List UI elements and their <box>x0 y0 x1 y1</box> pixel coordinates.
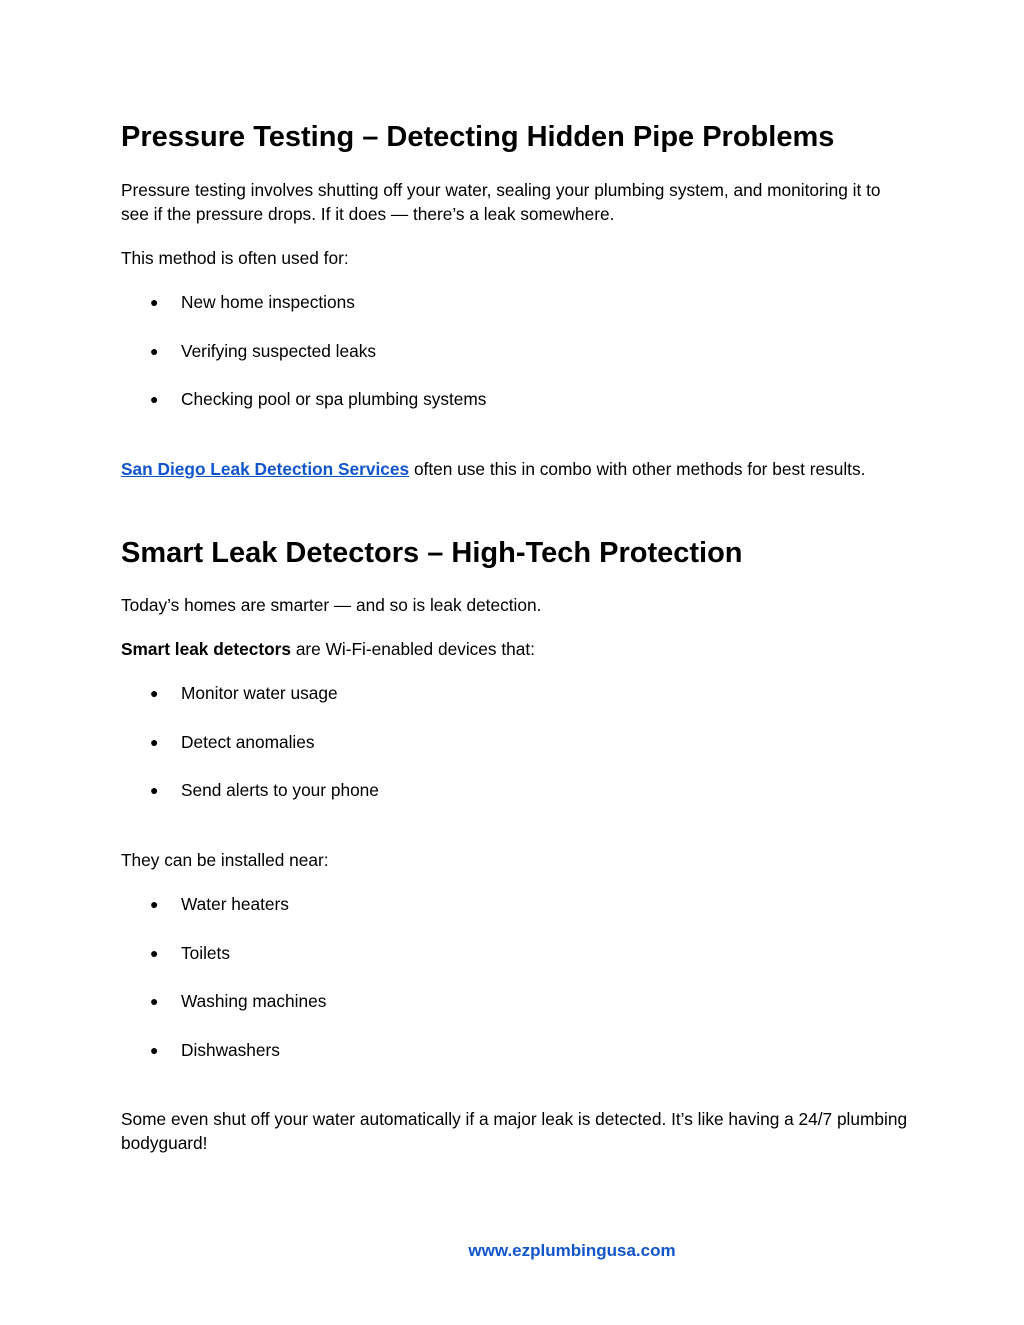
smart-detectors-bold-lead: Smart leak detectors <box>121 639 292 659</box>
list-item <box>121 681 911 730</box>
list-item-text: Dishwashers <box>181 1040 280 1061</box>
san-diego-leak-detection-link[interactable]: San Diego Leak Detection Services <box>121 459 410 479</box>
list-item <box>121 892 911 941</box>
bullet-icon: ● <box>150 1042 159 1059</box>
list-item-text: Monitor water usage <box>181 683 338 703</box>
list-item <box>121 290 911 339</box>
smart-detectors-definition-tail: are Wi-Fi-enabled devices that: <box>291 639 535 659</box>
section-heading-pressure-testing: Pressure Testing – Detecting Hidden Pipe Problems <box>121 121 835 153</box>
bullet-icon: ● <box>150 733 159 750</box>
smart-detectors-features-list <box>121 681 911 827</box>
install-locations-intro: They can be installed near: <box>121 850 329 870</box>
list-item-text: Send alerts to your phone <box>181 780 379 801</box>
bullet-icon: ● <box>150 342 159 359</box>
list-item <box>121 387 911 436</box>
pressure-testing-list-intro: This method is often used for: <box>121 248 349 268</box>
list-item-text: Verifying suspected leaks <box>181 340 377 361</box>
list-item-text: New home inspections <box>181 292 355 312</box>
auto-shutoff-paragraph: Some even shut off your water automatically if a major leak is detected. It’s like having a 24/7 plumbing bodyguard! <box>121 1109 908 1153</box>
list-item <box>121 730 911 779</box>
leak-detection-services-paragraph <box>121 457 911 481</box>
list-item <box>121 778 911 827</box>
list-item <box>121 989 911 1038</box>
list-item <box>121 1038 911 1087</box>
install-locations-list <box>121 892 911 1087</box>
document-page <box>121 0 911 1325</box>
bullet-icon: ● <box>150 944 159 961</box>
list-item <box>121 941 911 990</box>
bullet-icon: ● <box>150 391 159 408</box>
list-item <box>121 339 911 388</box>
list-item-text: Water heaters <box>181 894 289 914</box>
bullet-icon: ● <box>150 896 159 912</box>
list-item-text: Checking pool or spa plumbing systems <box>181 389 487 410</box>
link-paragraph-tail: often use this in combo with other methods for best results. <box>409 459 866 479</box>
footer-website-link[interactable]: www.ezplumbingusa.com <box>468 1241 676 1260</box>
smart-detectors-intro: Today’s homes are smarter — and so is leak detection. <box>121 595 542 615</box>
bullet-icon: ● <box>150 294 159 310</box>
bullet-icon: ● <box>150 782 159 799</box>
pressure-testing-uses-list <box>121 290 911 436</box>
list-item-text: Toilets <box>181 942 230 963</box>
smart-detectors-definition <box>121 637 911 661</box>
footer <box>0 1240 1024 1262</box>
list-item-text: Washing machines <box>181 991 327 1012</box>
list-item-text: Detect anomalies <box>181 731 315 752</box>
bullet-icon: ● <box>150 993 159 1010</box>
section-heading-smart-leak-detectors: Smart Leak Detectors – High-Tech Protection <box>121 537 743 569</box>
pressure-testing-intro: Pressure testing involves shutting off your water, sealing your plumbing system, and monitoring it to see if the pressure drops. If it does — there’s a leak somewhere. <box>121 180 881 224</box>
bullet-icon: ● <box>150 685 159 701</box>
